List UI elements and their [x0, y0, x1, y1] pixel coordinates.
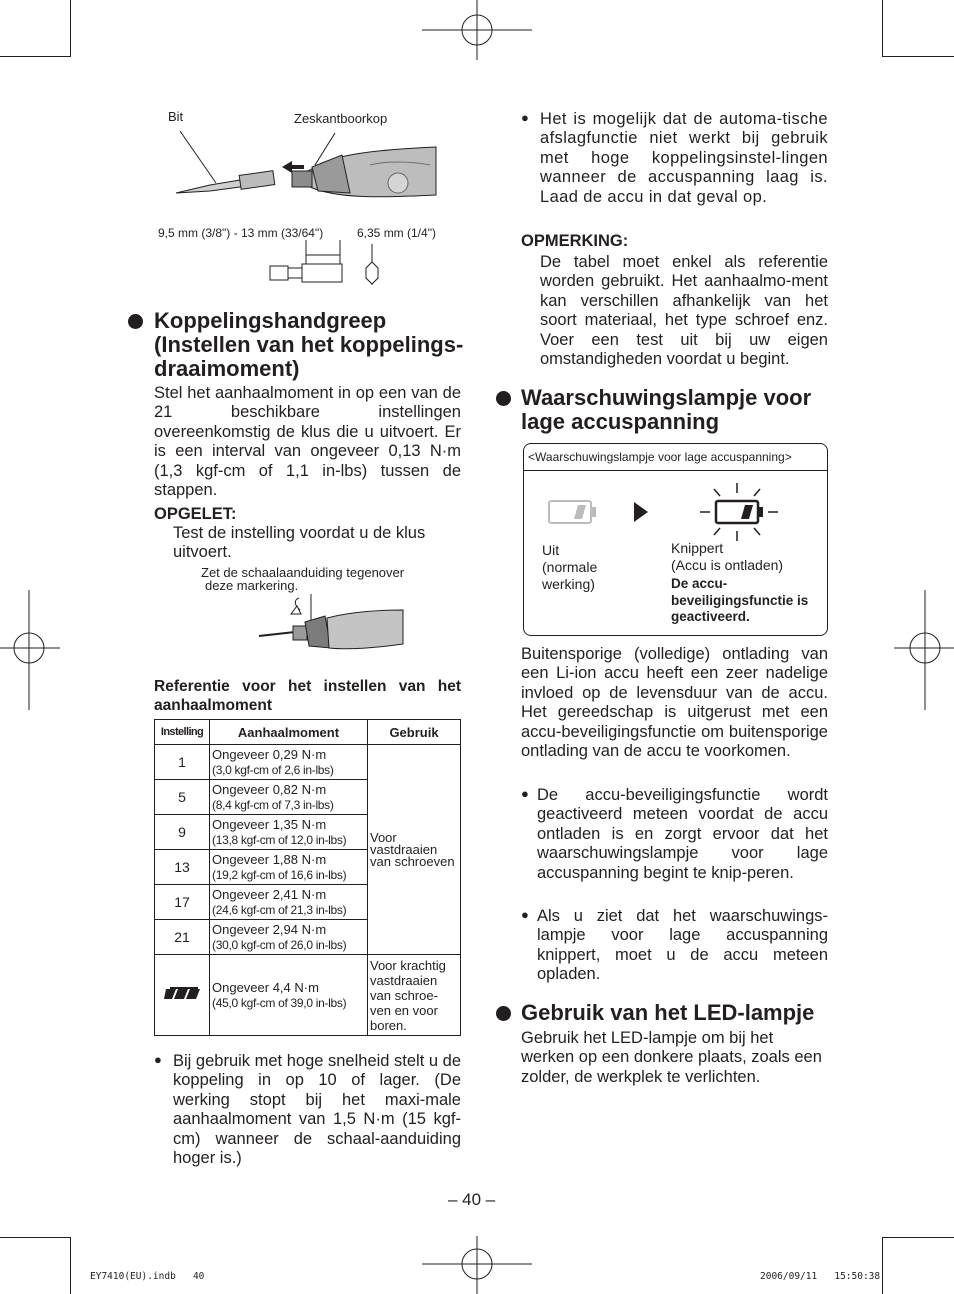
bullet-icon: ●: [521, 907, 529, 922]
crop-mark: [882, 1237, 883, 1294]
drill-mode-icon: [164, 985, 200, 1003]
note-title: OPMERKING:: [521, 232, 629, 250]
torque-sub: (19,2 kgf-cm of 16,6 in-lbs): [212, 867, 347, 882]
bullet-icon: ●: [154, 1052, 162, 1067]
dimension-diagram: [262, 240, 387, 290]
table-row: [155, 955, 461, 1036]
table-title: Referentie voor het instellen van het aanhaalmoment: [154, 678, 461, 714]
clutch-body: Stel het aanhaalmoment in op een van de 21 beschikbare instellingen overeenkomstig de klus die u uitvoert. Er is een interval van ongeveer 0,13 N·m (1,3 kgf-cm of 1,1 in-lbs) tussen de stappen.: [154, 384, 461, 500]
blink-bold: De accu-beveiligingsfunctie is geactiveerd.: [671, 576, 809, 624]
setting-cell: 5: [155, 780, 210, 815]
list-item: [521, 110, 828, 207]
torque-sub: (8,4 kgf-cm of 7,3 in-lbs): [212, 797, 334, 812]
crop-mark: [0, 56, 71, 57]
figure-caption: Zet de schaalaanduiding tegenover: [201, 565, 405, 580]
warning-heading-line: Waarschuwingslampje voor: [521, 385, 812, 410]
list-item-text: Bij gebruik met hoge snelheid stelt u de koppeling in op 10 of lager. (De werking stopt bij het maxi-male aanhaalmoment van 1,5 N·m (15 kgf-cm) wanneer de schaal-aanduiding hoger is.): [173, 1052, 462, 1168]
list-item-text: Als u ziet dat het waarschuwings-lampje voor lage accuspanning knippert, moet u de accu meteen opladen.: [537, 907, 828, 984]
crop-mark: [70, 0, 71, 57]
crop-mark: [882, 1237, 954, 1238]
setting-cell: 13: [155, 850, 210, 885]
off-label-line: (normale: [542, 559, 598, 575]
torque-main: Ongeveer 1,35 N·m: [212, 816, 327, 832]
battery-off-icon: [548, 499, 598, 525]
off-label-line: werking): [542, 576, 595, 592]
list-item: [154, 1052, 461, 1168]
arrow-right-icon: [632, 500, 650, 524]
registration-mark: [422, 1236, 532, 1294]
warning-lamp-box: [523, 443, 828, 636]
page-number: – 40 –: [448, 1190, 496, 1209]
clutch-heading-line: draaimoment): [154, 356, 300, 381]
crop-mark: [882, 0, 883, 57]
crop-mark: [882, 56, 954, 57]
torque-sub: (3,0 kgf-cm of 2,6 in-lbs): [212, 762, 334, 777]
clutch-heading-line: Koppelingshandgreep: [154, 308, 387, 333]
clutch-heading-line: (Instellen van het koppelings-: [154, 332, 464, 357]
label-chuck: Zeskantboorkop: [294, 111, 388, 126]
label-bit: Bit: [168, 109, 184, 124]
off-label-line: Uit: [542, 542, 560, 558]
setting-cell: 9: [155, 815, 210, 850]
crop-mark: [70, 1237, 71, 1294]
torque-sub: (30,0 kgf-cm of 26,0 in-lbs): [212, 937, 347, 952]
box-title: <Waarschuwingslampje voor lage accuspanning>: [528, 450, 792, 464]
table-header: Gebruik: [368, 720, 461, 745]
torque-cell: [210, 920, 368, 955]
bullet-icon: ●: [521, 110, 529, 125]
box-divider: [524, 470, 827, 471]
footer-right: 2006/09/11 15:50:38: [760, 1271, 881, 1282]
dim-left: 9,5 mm (3/8") - 13 mm (33/64"): [158, 226, 324, 240]
torque-main: Ongeveer 2,41 N·m: [212, 886, 327, 902]
figure-caption: deze markering.: [205, 578, 299, 593]
drill-mode-cell: [155, 955, 210, 1036]
torque-main: Ongeveer 0,29 N·m: [212, 746, 327, 762]
torque-sub: (24,6 kgf-cm of 21,3 in-lbs): [212, 902, 347, 917]
torque-cell: [210, 955, 368, 1036]
led-body: Gebruik het LED-lampje om bij het werken op een donkere plaats, zoals een zolder, de werkplek te verlichten.: [521, 1029, 822, 1086]
torque-sub: (45,0 kgf-cm of 39,0 in-lbs): [212, 995, 347, 1010]
torque-main: Ongeveer 4,4 N·m: [212, 979, 319, 995]
caution-title: OPGELET:: [154, 505, 237, 523]
off-label: [542, 542, 597, 593]
bullet-icon: ●: [521, 786, 529, 801]
table-row: [155, 745, 461, 780]
section-bullet: [496, 1006, 511, 1021]
footer-left: EY7410(EU).indb 40: [90, 1271, 205, 1282]
clutch-illustration: [255, 592, 405, 662]
torque-cell: [210, 850, 368, 885]
setting-cell: 17: [155, 885, 210, 920]
table-header: Instelling: [155, 720, 210, 745]
table-header-row: [155, 720, 461, 745]
section-bullet: [128, 314, 143, 329]
registration-mark: [0, 590, 60, 710]
setting-cell: 1: [155, 745, 210, 780]
torque-reference-table: [154, 719, 461, 1036]
torque-main: Ongeveer 2,94 N·m: [212, 921, 327, 937]
warning-body: Buitensporige (volledige) ontlading van een Li-ion accu heeft een zeer nadelige invloed op de levensduur van de accu. Het gereedschap is uitgerust met een accu-beveiligingsfunctie om buitensporige ontlading van de accu te voorkomen.: [521, 645, 828, 761]
warning-heading-line: lage accuspanning: [521, 409, 720, 434]
torque-main: Ongeveer 1,88 N·m: [212, 851, 327, 867]
blink-label-line: (Accu is ontladen): [671, 557, 784, 573]
setting-cell: 21: [155, 920, 210, 955]
torque-cell: [210, 745, 368, 780]
clutch-heading: [154, 309, 474, 381]
torque-sub: (13,8 kgf-cm of 12,0 in-lbs): [212, 832, 347, 847]
torque-cell: [210, 780, 368, 815]
note-text: De tabel moet enkel als referentie worden gebruikt. Het aanhaalmo-ment kan verschillen afhankelijk van het soort materiaal, het type schroef enz. Voer een test uit bij uw eigen omstandigheden voordat u begint.: [540, 253, 828, 369]
torque-main: Ongeveer 0,82 N·m: [212, 781, 327, 797]
section-bullet: [496, 391, 511, 406]
led-heading: Gebruik van het LED-lampje: [521, 1000, 815, 1025]
list-item: [521, 907, 828, 985]
torque-cell: [210, 885, 368, 920]
blink-label-line: Knippert: [671, 540, 724, 556]
registration-mark: [894, 590, 954, 710]
crop-mark: [0, 1237, 71, 1238]
warning-heading: [521, 386, 841, 434]
bit-and-chuck-illustration: [170, 125, 440, 225]
battery-blink-icon: [698, 481, 784, 543]
registration-mark: [422, 0, 532, 60]
list-item: [521, 786, 828, 883]
usage-cell: Voor vastdraaien van schroeven: [368, 745, 461, 955]
caution-text: Test de instelling voordat u de klus uitvoert.: [173, 524, 426, 562]
usage-cell: Voor krachtig vastdraaien van schroe-ven en voor boren.: [368, 955, 461, 1036]
list-item-text: De accu-beveiligingsfunctie wordt geactiveerd meteen voordat de accu ontladen is en zorgt ervoor dat het waarschuwingslampje voor lage accuspanning begint te knip-peren.: [537, 786, 828, 882]
list-item-text: Het is mogelijk dat de automa-tische afslagfunctie niet werkt bij gebruik met hoge koppelingsinstel-lingen wanneer de accuspanning laag is. Laad de accu in dat geval op.: [540, 110, 828, 206]
blink-label: [671, 540, 821, 626]
dim-right: 6,35 mm (1/4"): [357, 226, 436, 240]
table-header: Aanhaalmoment: [210, 720, 368, 745]
torque-cell: [210, 815, 368, 850]
